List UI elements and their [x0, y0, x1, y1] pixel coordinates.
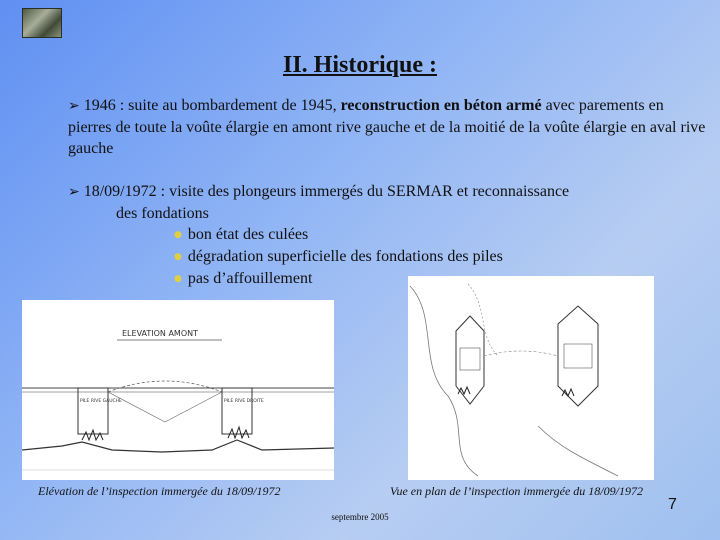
- plan-view-drawing: [408, 276, 654, 480]
- dot-bullet-icon: ●: [174, 252, 182, 262]
- history-item-1972: [68, 181, 688, 224]
- footer-date: septembre 2005: [331, 512, 389, 522]
- slide-title: II. Historique :: [282, 52, 437, 78]
- arrow-bullet-icon: ➢: [68, 98, 80, 114]
- item2-line2: des fondations: [116, 205, 209, 222]
- header-photo-thumbnail: [22, 8, 62, 38]
- elevation-heading: ELEVATION AMONT: [122, 329, 198, 338]
- label-pile-rive-gauche: PILE RIVE GAUCHE: [80, 399, 122, 404]
- item2-line1: 18/09/1972 : visite des plongeurs immergés du SERMAR et reconnaissance: [83, 183, 570, 200]
- list-item: ● dégradation superficielle des fondations des piles: [174, 248, 503, 265]
- item1-text-bold: reconstruction en béton armé: [340, 97, 542, 114]
- elevation-drawing: [22, 300, 334, 480]
- plan-sketch-svg: [408, 276, 654, 480]
- elevation-sketch-svg: [22, 300, 334, 480]
- dot-bullet-icon: ●: [174, 230, 182, 240]
- list-item: ● pas d’affouillement: [174, 270, 313, 287]
- label-pile-rive-droite: PILE RIVE DROITE: [224, 399, 264, 404]
- dot-bullet-icon: ●: [174, 274, 182, 284]
- history-item-1946: [68, 95, 708, 159]
- item1-text-after: avec parements en pierres de toute la voûte élargie en amont rive gauche et de la moitié de la voûte élargie en aval rive gauche: [68, 97, 706, 157]
- item1-text-before: 1946 : suite au bombardement de 1945,: [83, 97, 341, 114]
- caption-elevation: Elévation de l’inspection immergée du 18/09/1972: [38, 484, 281, 498]
- page-number: 7: [668, 496, 677, 513]
- arrow-bullet-icon: ➢: [68, 184, 80, 200]
- caption-plan-view: Vue en plan de l’inspection immergée du 18/09/1972: [390, 484, 643, 498]
- list-item: ● bon état des culées: [174, 226, 309, 243]
